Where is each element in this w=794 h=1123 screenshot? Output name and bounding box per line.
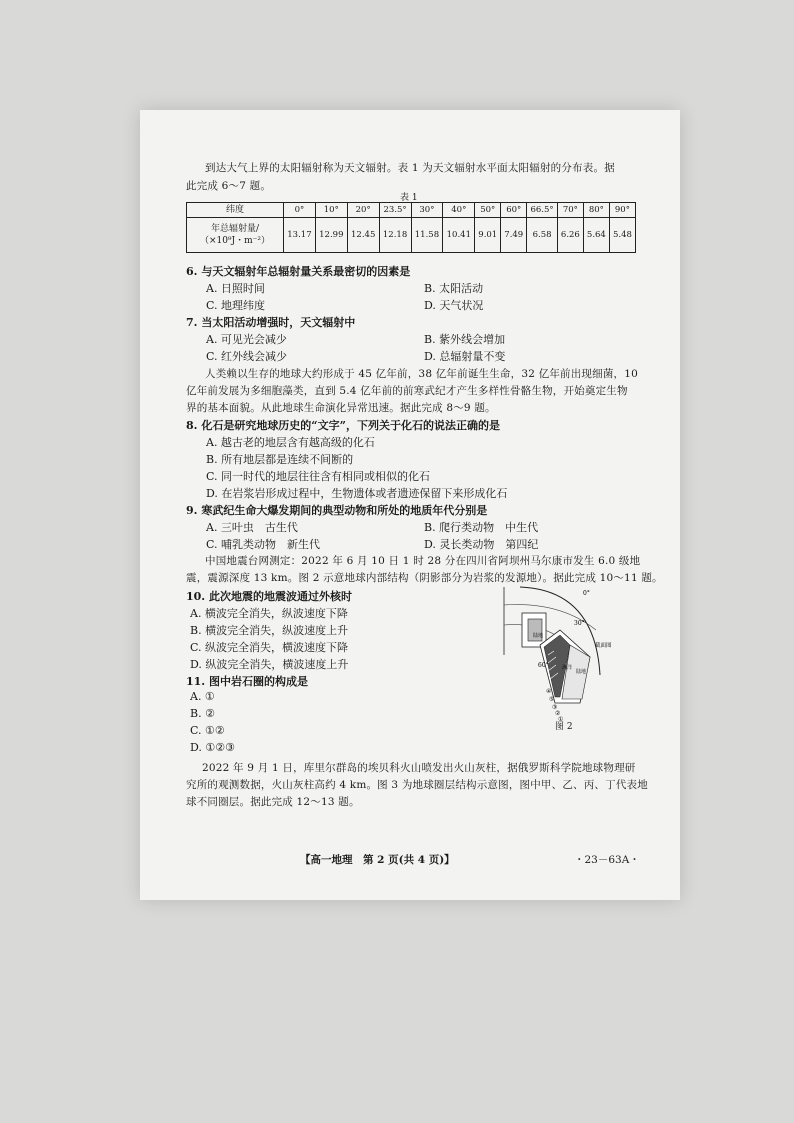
- intro-12-13-line3: 球不同圈层。据此完成 12～13 题。: [186, 796, 360, 808]
- q9-option-a[interactable]: A. 三叶虫 古生代: [206, 521, 298, 534]
- value-cell: 12.18: [379, 218, 411, 253]
- q6-option-b[interactable]: B. 太阳活动: [424, 282, 484, 295]
- fig-label-30deg: 30°: [574, 620, 585, 627]
- q6-option-d[interactable]: D. 天气状况: [424, 299, 484, 312]
- intro-10-11-line1: 中国地震台网测定：2022 年 6 月 10 日 1 时 28 分在四川省阿坝州马尔康市发生 6.0 级地: [205, 555, 641, 567]
- q11-option-a[interactable]: A. ①: [190, 690, 215, 703]
- intro-8-9-line3: 界的基本面貌。从此地球生命演化异常迅速。据此完成 8～9 题。: [186, 402, 496, 414]
- latitude-cell: 80°: [583, 203, 609, 218]
- table-header-row: [187, 203, 636, 218]
- value-cell: 12.99: [315, 218, 347, 253]
- fig-label-n1: ①: [558, 716, 564, 723]
- fig-label-continent-left: 陆地: [533, 633, 544, 639]
- fig-label-60deg: 60°: [538, 662, 549, 669]
- value-cell: 5.64: [583, 218, 609, 253]
- paper-code: ・23－63A・: [574, 854, 640, 866]
- q7-option-b[interactable]: B. 紫外线会增加: [424, 333, 506, 346]
- table-caption: 表 1: [400, 193, 418, 203]
- page-footer: 【高一地理 第 2 页(共 4 页)】: [300, 854, 455, 866]
- value-cell: 7.49: [501, 218, 527, 253]
- value-cell: 5.48: [609, 218, 635, 253]
- q8-option-c[interactable]: C. 同一时代的地层往往含有相同或相似的化石: [206, 470, 431, 483]
- fig-label-n4: ④: [546, 688, 552, 695]
- radiation-table: [186, 202, 636, 253]
- intro-10-11-line2: 震，震源深度 13 km。图 2 示意地球内部结构（阴影部分为岩浆的发源地）。据此完成 10～11 题。: [186, 572, 663, 584]
- q8-option-a[interactable]: A. 越古老的地层含有越高级的化石: [206, 436, 375, 449]
- latitude-cell: 90°: [609, 203, 635, 218]
- table-value-row: [187, 218, 636, 253]
- q7-stem: 7. 当太阳活动增强时，天文辐射中: [186, 316, 356, 329]
- latitude-cell: 40°: [443, 203, 475, 218]
- value-cell: 11.58: [411, 218, 443, 253]
- fig-label-n3: ③: [552, 704, 558, 711]
- q10-option-b[interactable]: B. 横波完全消失，纵波速度上升: [190, 624, 349, 637]
- q10-option-d[interactable]: D. 纵波完全消失，横波速度上升: [190, 658, 349, 671]
- fig-label-n2: ②: [555, 710, 561, 717]
- value-cell: 6.26: [557, 218, 583, 253]
- q11-stem: 11. 图中岩石圈的构成是: [186, 675, 308, 688]
- q10-option-c[interactable]: C. 纵波完全消失，横波速度下降: [190, 641, 349, 654]
- intro-8-9-line1: 人类赖以生存的地球大约形成于 45 亿年前，38 亿年前诞生生命，32 亿年前出现细菌，10: [205, 368, 638, 380]
- row-label-line1: 年总辐射量/: [210, 224, 260, 234]
- fig-label-ocean: 海洋: [562, 665, 573, 671]
- table-header-label: 纬度: [187, 203, 284, 218]
- latitude-cell: 60°: [501, 203, 527, 218]
- latitude-cell: 0°: [284, 203, 316, 218]
- latitude-cell: 66.5°: [527, 203, 558, 218]
- latitude-cell: 50°: [475, 203, 501, 218]
- q8-option-d[interactable]: D. 在岩浆岩形成过程中，生物遗体或者遗迹保留下来形成化石: [206, 487, 508, 500]
- fig-label-section: 截面图: [595, 643, 612, 649]
- q7-option-a[interactable]: A. 可见光会减少: [206, 333, 287, 346]
- latitude-cell: 10°: [315, 203, 347, 218]
- figure2-caption: 图 2: [555, 722, 573, 732]
- q8-option-b[interactable]: B. 所有地层都是连续不间断的: [206, 453, 354, 466]
- q6-stem: 6. 与天文辐射年总辐射量关系最密切的因素是: [186, 265, 411, 278]
- latitude-cell: 70°: [557, 203, 583, 218]
- q8-stem: 8. 化石是研究地球历史的“文字”，下列关于化石的说法正确的是: [186, 419, 500, 432]
- intro-12-13-line1: 2022 年 9 月 1 日，库里尔群岛的埃贝科火山喷发出火山灰柱，据俄罗斯科学院地球物理研: [202, 762, 636, 774]
- q11-option-b[interactable]: B. ②: [190, 707, 215, 720]
- earth-interior-figure: [500, 585, 618, 725]
- q10-option-a[interactable]: A. 横波完全消失，纵波速度下降: [190, 607, 348, 620]
- intro-6-7-line2: 此完成 6～7 题。: [186, 180, 272, 192]
- q6-option-c[interactable]: C. 地理纬度: [206, 299, 266, 312]
- value-cell: 6.58: [527, 218, 558, 253]
- q7-option-d[interactable]: D. 总辐射量不变: [424, 350, 506, 363]
- q6-option-a[interactable]: A. 日照时间: [206, 282, 265, 295]
- fig-label-0deg: 0°: [583, 590, 590, 597]
- q11-option-c[interactable]: C. ①②: [190, 724, 225, 737]
- q9-option-c[interactable]: C. 哺乳类动物 新生代: [206, 538, 321, 551]
- intro-8-9-line2: 亿年前发展为多细胞藻类，直到 5.4 亿年前的前寒武纪才产生多样性骨骼生物，开始奠定生物: [186, 385, 628, 397]
- q9-option-d[interactable]: D. 灵长类动物 第四纪: [424, 538, 539, 551]
- q11-option-d[interactable]: D. ①②③: [190, 741, 236, 754]
- intro-12-13-line2: 究所的观测数据，火山灰柱高约 4 km。图 3 为地球圈层结构示意图，图中甲、乙、丙、丁代表地: [186, 779, 648, 791]
- q9-option-b[interactable]: B. 爬行类动物 中生代: [424, 521, 539, 534]
- latitude-cell: 23.5°: [379, 203, 411, 218]
- fig-label-continent: 陆地: [576, 669, 587, 675]
- q10-stem: 10. 此次地震的地震波通过外核时: [186, 590, 352, 603]
- table-row-label: [187, 218, 284, 253]
- q9-stem: 9. 寒武纪生命大爆发期间的典型动物和所处的地质年代分别是: [186, 504, 488, 517]
- value-cell: 13.17: [284, 218, 316, 253]
- value-cell: 10.41: [443, 218, 475, 253]
- row-label-line2: （×10⁹J・m⁻²）: [199, 236, 271, 246]
- latitude-cell: 20°: [347, 203, 379, 218]
- value-cell: 9.01: [475, 218, 501, 253]
- intro-6-7-line1: 到达大气上界的太阳辐射称为天文辐射。表 1 为天文辐射水平面太阳辐射的分布表。据: [205, 162, 615, 174]
- q7-option-c[interactable]: C. 红外线会减少: [206, 350, 288, 363]
- value-cell: 12.45: [347, 218, 379, 253]
- latitude-cell: 30°: [411, 203, 443, 218]
- fig-label-n5: ⑤: [549, 696, 555, 703]
